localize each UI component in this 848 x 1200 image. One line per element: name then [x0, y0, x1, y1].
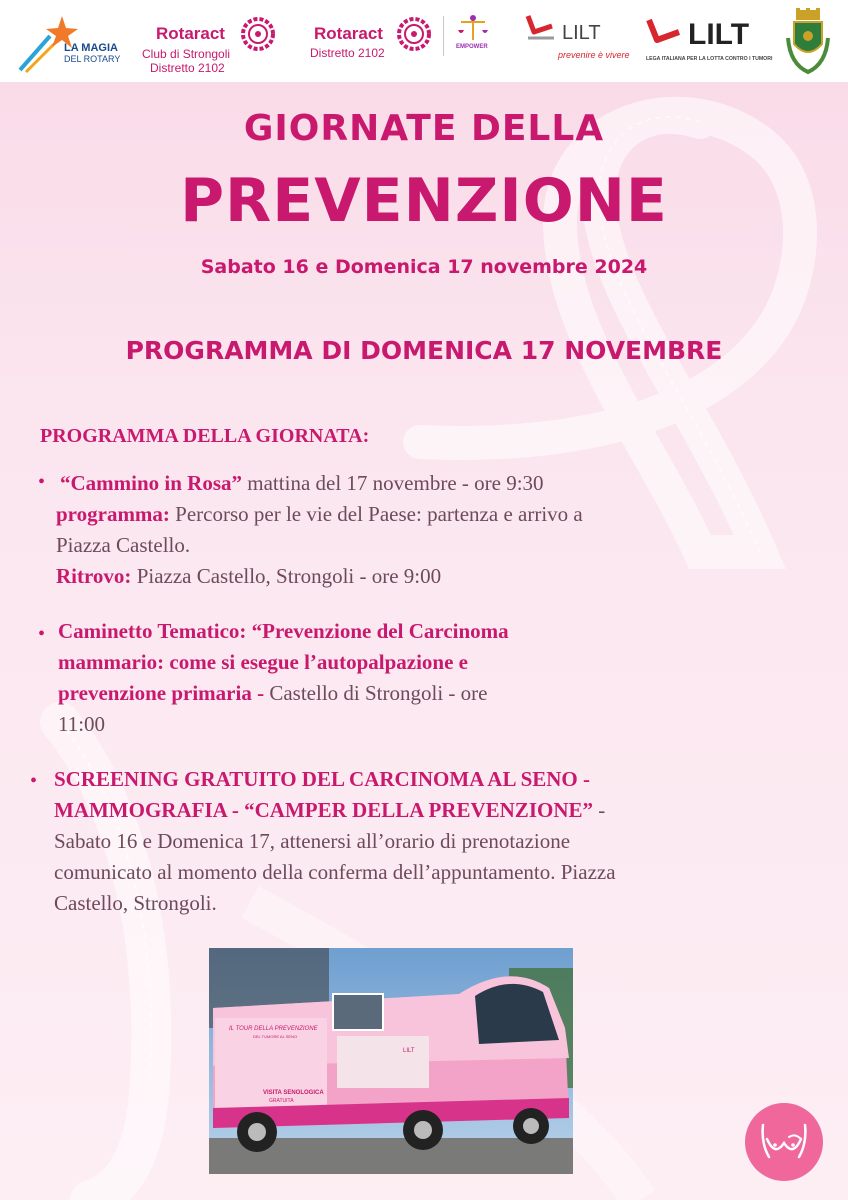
- van-lilt: LILT: [403, 1048, 415, 1054]
- empower-label: EMPOWER: [456, 44, 488, 50]
- rotaract-district-line2: Distretto 2102: [310, 46, 385, 60]
- item2-line4: 11:00: [58, 712, 106, 736]
- item2-line3-bold: prevenzione primaria -: [58, 681, 265, 705]
- title-line-2: PREVENZIONE: [180, 166, 668, 236]
- van-free: GRATUITA: [269, 1098, 294, 1104]
- item1-title-rest: mattina del 17 novembre - ore 9:30: [242, 471, 544, 495]
- item1-line2: [56, 499, 776, 530]
- item1-meet-text: Piazza Castello, Strongoli - ore 9:00: [131, 564, 442, 588]
- rotary-wheel-icon-2: [396, 16, 432, 52]
- item1-meet-label: Ritrovo:: [56, 564, 132, 588]
- rotaract-club-name: Rotaract: [156, 24, 225, 43]
- program-item-3: [54, 764, 814, 919]
- lilt-small-tagline: prevenire è vivere: [558, 50, 630, 60]
- item3-line3: Sabato 16 e Domenica 17, attenersi all’orario di prenotazione: [54, 829, 571, 853]
- program-item-2: [58, 616, 778, 740]
- item3-line2: [54, 795, 814, 826]
- item2-line2: mammario: come si esegue l’autopalpazione e: [58, 650, 469, 674]
- rotary-wheel-icon: [240, 16, 276, 52]
- lilt-small-name: LILT: [562, 22, 601, 44]
- item3-line5: Castello, Strongoli.: [54, 891, 217, 915]
- van-subtitle: DEL TUMORE AL SENO: [253, 1034, 298, 1039]
- item3-line2-bold: MAMMOGRAFIA - “CAMPER DELLA PREVENZIONE”: [54, 798, 593, 822]
- van-visit: VISITA SENOLOGICA: [263, 1090, 324, 1096]
- item1-prog-label: programma:: [56, 502, 170, 526]
- item3-line4: comunicato al momento della conferma dell’appuntamento. Piazza: [54, 860, 616, 884]
- item2-line3-rest: Castello di Strongoli - ore: [264, 681, 488, 705]
- event-dates: Sabato 16 e Domenica 17 novembre 2024: [200, 256, 648, 278]
- empower-scales-logo: [456, 14, 490, 44]
- lilt-large-logo-mark: [645, 16, 685, 50]
- item1-title: “Cammino in Rosa”: [60, 471, 243, 495]
- lilt-large-name: LILT: [688, 18, 750, 51]
- item2-line1: Caminetto Tematico: “Prevenzione del Carcinoma: [58, 619, 509, 643]
- lilt-small-logo-mark: [524, 12, 560, 44]
- item3-line2-rest: -: [593, 798, 606, 822]
- item1-prog-text-1: Percorso per le vie del Paese: partenza e arrivo a: [169, 502, 583, 526]
- lilt-large-subtitle: LEGA ITALIANA PER LA LOTTA CONTRO I TUMORI: [646, 56, 773, 62]
- camper-illustration: [209, 948, 573, 1174]
- camper-photo: [209, 948, 573, 1174]
- logo-divider: [443, 16, 444, 56]
- magia-logo-line2: DEL ROTARY: [64, 54, 121, 64]
- item1-line4: [56, 561, 776, 592]
- rotaract-club-line2: Club di Strongoli: [142, 47, 231, 61]
- program-item-1: [56, 468, 776, 592]
- rotaract-club-line3: Distretto 2102: [150, 61, 225, 75]
- magia-logo-line1: LA MAGIA: [64, 42, 118, 54]
- van-title: IL TOUR DELLA PREVENZIONE: [229, 1026, 318, 1032]
- breast-icon: [745, 1103, 823, 1181]
- item2-line3: [58, 678, 778, 709]
- program-heading: PROGRAMMA DI DOMENICA 17 NOVEMBRE: [125, 336, 723, 365]
- awareness-badge: [745, 1103, 823, 1181]
- program-section-label: PROGRAMMA DELLA GIORNATA:: [40, 425, 370, 447]
- item3-line1: SCREENING GRATUITO DEL CARCINOMA AL SENO -: [54, 767, 590, 791]
- bullet-3: •: [30, 770, 38, 792]
- item1-line3: Piazza Castello.: [56, 533, 191, 557]
- rotaract-district-name: Rotaract: [314, 24, 383, 43]
- sponsor-logo-bar: [0, 0, 848, 82]
- item1-line1: [56, 468, 776, 499]
- title-line-1: GIORNATE DELLA: [243, 108, 605, 149]
- bullet-2: •: [38, 623, 46, 645]
- bullet-1: •: [38, 471, 46, 493]
- coat-of-arms-logo: [784, 8, 832, 76]
